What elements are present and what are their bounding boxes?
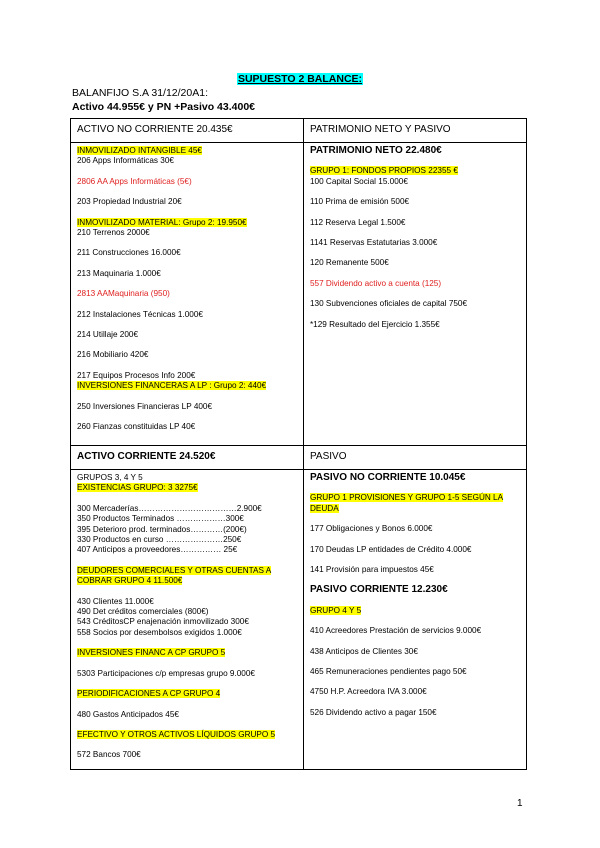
efectivo-title: EFECTIVO Y OTROS ACTIVOS LÍQUIDOS GRUPO 5	[77, 729, 276, 739]
material-title: INMOVILIZADO MATERIAL: Grupo 2: 19.950€	[77, 217, 247, 227]
account-543: 543 CréditosCP enajenación inmovilizado 300€	[77, 617, 249, 627]
account-177: 177 Obligaciones y Bonos 6.000€	[310, 524, 433, 534]
balance-body-row-2	[71, 470, 527, 770]
account-206: 206 Apps Informáticas 30€	[77, 156, 174, 166]
pnp-header: PATRIMONIO NETO Y PASIVO	[304, 119, 527, 143]
account-130: 130 Subvenciones oficiales de capital 750€	[310, 299, 468, 309]
pas-header: PASIVO	[304, 446, 527, 470]
account-300: 300 Mercaderías………………………………2.900€	[77, 503, 262, 513]
balance-header-row-2	[71, 446, 527, 470]
pc-title: PASIVO CORRIENTE 12.230€	[310, 584, 448, 596]
account-217: 217 Equipos Procesos Info 200€	[77, 370, 196, 380]
account-430: 430 Clientes 11.000€	[77, 596, 154, 606]
anc-header: ACTIVO NO CORRIENTE 20.435€	[71, 119, 304, 143]
account-120: 120 Remanente 500€	[310, 258, 389, 268]
balance-table	[70, 118, 527, 770]
account-572: 572 Bancos 700€	[77, 750, 141, 760]
existencias-title: EXISTENCIAS GRUPO: 3 3275€	[77, 483, 198, 493]
account-216: 216 Mobiliario 420€	[77, 350, 149, 360]
account-260: 260 Fianzas constituidas LP 40€	[77, 422, 196, 432]
account-558: 558 Socios por desembolsos exigidos 1.000€	[77, 627, 242, 637]
intangible-title: INMOVILIZADO INTANGIBLE 45€	[77, 146, 202, 155]
account-170: 170 Deudas LP entidades de Crédito 4.000€	[310, 544, 472, 554]
account-100: 100 Capital Social 15.000€	[310, 176, 408, 186]
page-number: 1	[517, 798, 523, 809]
account-2813: 2813 AAMaquinaria (950)	[77, 289, 170, 299]
pnp-cell	[304, 143, 527, 446]
anc-cell	[71, 143, 304, 446]
account-2806: 2806 AA Apps Informáticas (5€)	[77, 176, 192, 186]
deudores-title: DEUDORES COMERCIALES Y OTRAS CUENTAS A COBRAR GRUPO 4 11.500€	[77, 565, 272, 586]
grupo-4-5-title: GRUPO 4 Y 5	[310, 605, 362, 615]
account-438: 438 Anticipos de Clientes 30€	[310, 646, 418, 656]
account-465: 465 Remuneraciones pendientes pago 50€	[310, 667, 467, 677]
account-407: 407 Anticipos a proveedores…………… 25€	[77, 545, 238, 555]
account-480: 480 Gastos Anticipados 45€	[77, 709, 179, 719]
ac-header: ACTIVO CORRIENTE 24.520€	[71, 446, 304, 470]
document-title: SUPUESTO 2 BALANCE:	[237, 73, 363, 85]
balance-body-row-1	[71, 143, 527, 446]
account-112: 112 Reserva Legal 1.500€	[310, 217, 406, 227]
inversiones-cp-title: INVERSIONES FINANC A CP GRUPO 5	[77, 648, 226, 658]
account-410: 410 Acreedores Prestación de servicios 9.000€	[310, 626, 482, 636]
account-330: 330 Productos en curso …………………250€	[77, 535, 242, 545]
groups-label: GRUPOS 3, 4 Y 5	[77, 473, 143, 482]
account-141: 141 Provisión para impuestos 45€	[310, 565, 434, 575]
financial-title: INVERSIONES FINANCERAS A LP : Grupo 2: 440€	[77, 381, 267, 391]
account-526: 526 Dividendo activo a pagar 150€	[310, 707, 437, 717]
account-110: 110 Prima de emisión 500€	[310, 197, 410, 207]
balance-header-row-1	[71, 119, 527, 143]
company-line: BALANFIJO S.A 31/12/20A1:	[72, 87, 208, 99]
pnc-title: PASIVO NO CORRIENTE 10.045€	[310, 472, 466, 483]
account-4750: 4750 H.P. Acreedora IVA 3.000€	[310, 687, 427, 697]
account-203: 203 Propiedad Industrial 20€	[77, 197, 182, 207]
account-490: 490 Det créditos comerciales (800€)	[77, 607, 209, 617]
ac-cell	[71, 470, 304, 770]
account-129: *129 Resultado del Ejercicio 1.355€	[310, 319, 440, 329]
account-350: 350 Productos Terminados ………………300€	[77, 514, 244, 524]
account-212: 212 Instalaciones Técnicas 1.000€	[77, 309, 203, 319]
account-557: 557 Dividendo activo a cuenta (125)	[310, 278, 442, 288]
pas-cell	[304, 470, 527, 770]
provisiones-title: GRUPO 1 PROVISIONES Y GRUPO 1-5 SEGÚN LA DEUDA	[310, 493, 504, 513]
periodificaciones-title: PERIODIFICACIONES A CP GRUPO 4	[77, 689, 221, 699]
account-395: 395 Deterioro prod. terminados…………(200€)	[77, 524, 247, 534]
account-210: 210 Terrenos 2000€	[77, 228, 150, 238]
totals-line: Activo 44.955€ y PN +Pasivo 43.400€	[72, 101, 255, 113]
account-250: 250 Inversiones Financieras LP 400€	[77, 401, 213, 411]
account-1141: 1141 Reservas Estatutarias 3.000€	[310, 238, 438, 248]
account-213: 213 Maquinaria 1.000€	[77, 268, 161, 278]
account-5303: 5303 Participaciones c/p empresas grupo 9.000€	[77, 668, 255, 678]
pn-title: PATRIMONIO NETO 22.480€	[310, 145, 442, 156]
account-214: 214 Utillaje 200€	[77, 330, 138, 340]
fondos-title: GRUPO 1: FONDOS PROPIOS 22355 €	[310, 166, 458, 176]
account-211: 211 Construcciones 16.000€	[77, 248, 181, 258]
